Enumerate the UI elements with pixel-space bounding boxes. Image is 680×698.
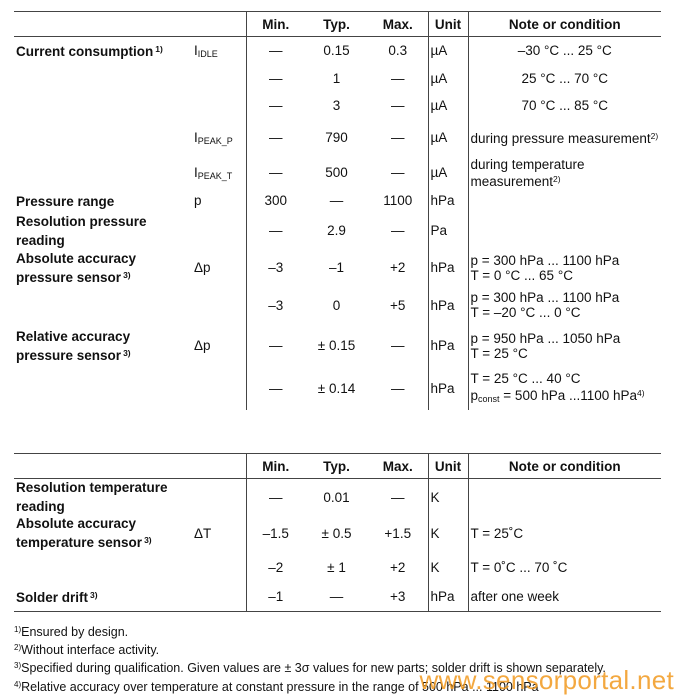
max-value: — (391, 130, 405, 145)
footnote-text: Ensured by design. (21, 625, 129, 639)
symbol-subscript: PEAK_P (197, 135, 233, 146)
min-value: — (246, 213, 305, 249)
table-row (14, 92, 661, 119)
min-value: — (246, 65, 305, 92)
min-value: 300 (246, 189, 305, 213)
max-value: 0.3 (388, 43, 408, 59)
param-cell (14, 213, 188, 249)
unit-value: µA (428, 92, 468, 119)
note-line2: T = 25 °C (470, 345, 528, 361)
note-value: T = 0˚C ... 70 ˚C (468, 551, 661, 583)
footnote-text: Relative accuracy over temperature at constant pressure in the range of 500 hPa ... 1100 hPa (21, 679, 539, 694)
symbol: Δp (194, 259, 211, 275)
symbol: I (194, 164, 198, 180)
typ-value: ± 0.14 (317, 381, 356, 396)
note-value: after one week (468, 583, 661, 611)
note-line1: T = 25 °C ... 40 °C (470, 370, 581, 386)
unit-value: µA (428, 37, 468, 65)
min-value: –1 (246, 583, 305, 611)
note-cell (468, 287, 661, 324)
max-value: +2 (390, 260, 406, 275)
symbol-cell (188, 213, 246, 249)
unit-value: Pa (428, 213, 468, 249)
footnote-ref: 4) (637, 387, 645, 398)
footnote-line (14, 622, 606, 640)
param-cell (14, 324, 188, 368)
note-cell (468, 92, 661, 119)
header-max: Max. (368, 12, 428, 37)
min-value: –1.5 (246, 515, 305, 551)
note-cell (468, 249, 661, 287)
typ-value: — (329, 193, 344, 208)
param-cell (14, 287, 188, 324)
typ-value: –1 (328, 260, 345, 275)
typ-value: ± 0.15 (317, 338, 356, 353)
table-row (14, 213, 661, 249)
typ-value: 2.9 (327, 223, 346, 238)
header-max: Max. (368, 454, 428, 479)
min-value: — (246, 479, 305, 516)
min-value: –2 (246, 551, 305, 583)
footnote-ref: 2) (650, 131, 659, 141)
note-line2: T = 0 °C ... 65 °C (470, 267, 573, 283)
min-value: –3 (246, 287, 305, 324)
param-cell (14, 92, 188, 119)
temperature-spec-table (14, 453, 661, 612)
note-line1: 70 °C ... 85 °C (521, 97, 609, 113)
note-cell (468, 189, 661, 213)
max-value: — (391, 338, 405, 353)
note-line1: –30 °C ... 25 °C (517, 43, 612, 59)
typ-value: — (305, 583, 368, 611)
note-cell (468, 65, 661, 92)
symbol-cell (188, 324, 246, 368)
symbol-cell (188, 249, 246, 287)
typ-value: 0.15 (323, 43, 350, 59)
symbol (188, 583, 246, 611)
symbol-subscript: PEAK_T (197, 170, 233, 181)
note-line2: = 500 hPa ...1100 hPa (503, 387, 638, 403)
min-value: — (246, 157, 305, 189)
table-row (14, 119, 661, 157)
symbol: I (194, 129, 198, 145)
footnote-ref: 3) (123, 347, 131, 358)
param-label: Resolution temperature reading (16, 480, 168, 514)
max-value: — (391, 381, 405, 396)
note-line2-symbol: p (470, 387, 479, 403)
typ-value: 3 (332, 97, 341, 113)
header-symbol (188, 12, 246, 37)
footnote-mark: 1) (14, 625, 22, 634)
min-value: — (246, 92, 305, 119)
max-value: — (391, 165, 405, 180)
note-line1: p = 950 hPa ... 1050 hPa (470, 330, 621, 346)
note-line1: during temperature measurement (470, 156, 585, 189)
table-header-row (14, 12, 661, 37)
note-value: T = 25˚C (468, 515, 661, 551)
footnote-mark: 4) (14, 679, 22, 689)
min-value: — (246, 324, 305, 368)
table-row (14, 368, 661, 410)
header-unit: Unit (428, 454, 468, 479)
symbol: p (194, 192, 202, 208)
note-line1: p = 300 hPa ... 1100 hPa (470, 290, 620, 305)
note-cell (468, 213, 661, 249)
symbol-cell (188, 189, 246, 213)
param-label: Resolution pressure reading (16, 213, 147, 248)
unit-value: hPa (428, 287, 468, 324)
typ-value: ± 1 (327, 559, 346, 575)
unit-value: hPa (428, 583, 468, 611)
unit-value: hPa (428, 249, 468, 287)
note-line1: p = 300 hPa ... 1100 hPa (470, 252, 620, 268)
typ-value: 790 (325, 130, 348, 145)
param-label: Pressure range (16, 194, 115, 209)
symbol-cell (188, 65, 246, 92)
footnote-ref: 1) (155, 44, 163, 55)
min-value: –3 (246, 249, 305, 287)
footnote-text: Without interface activity. (21, 643, 160, 658)
param-cell (14, 119, 188, 157)
param-cell (14, 65, 188, 92)
header-note: Note or condition (468, 12, 661, 37)
note-cell (468, 37, 661, 65)
note-line1: during pressure measurement (470, 131, 651, 146)
param-cell (14, 368, 188, 410)
header-typ: Typ. (305, 12, 368, 37)
max-value: — (391, 97, 405, 113)
note-cell (468, 324, 661, 368)
param-cell (14, 515, 188, 551)
param-label: Absolute accuracy temperature sensor (16, 516, 143, 550)
unit-value: hPa (428, 189, 468, 213)
unit-value: K (428, 551, 468, 583)
param-cell (14, 37, 188, 65)
typ-value: 0 (332, 297, 341, 313)
unit-value: hPa (428, 324, 468, 368)
param-label: Relative accuracy pressure sensor (16, 328, 131, 363)
symbol (188, 479, 246, 516)
note-value (468, 479, 661, 516)
typ-value: 0.01 (323, 489, 350, 505)
header-min: Min. (246, 454, 305, 479)
param-cell (14, 583, 188, 611)
param-cell (14, 249, 188, 287)
note-cell (468, 368, 661, 410)
symbol: Δp (194, 337, 211, 353)
max-value: — (391, 223, 405, 238)
symbol-cell (188, 287, 246, 324)
note-line2-subscript: const (478, 393, 500, 404)
table-row (14, 324, 661, 368)
note-line2: T = –20 °C ... 0 °C (470, 305, 581, 320)
header-param (14, 12, 188, 37)
table-row (14, 189, 661, 213)
symbol: ΔT (194, 525, 212, 541)
typ-value: 1 (332, 70, 341, 86)
table-row (14, 479, 661, 516)
footnote-text: Specified during qualification. Given values are ± 3σ values for new parts; solder drift is shown separately. (21, 661, 606, 676)
note-cell (468, 119, 661, 157)
unit-value: µA (428, 157, 468, 189)
footnote-mark: 2) (14, 643, 22, 653)
footnote-line (14, 640, 606, 658)
table-row (14, 515, 661, 551)
header-unit: Unit (428, 12, 468, 37)
max-value: +5 (390, 297, 406, 313)
symbol (188, 551, 246, 583)
table-row (14, 157, 661, 189)
max-value: — (391, 489, 405, 505)
footnote-ref: 3) (90, 590, 98, 601)
unit-value: hPa (428, 368, 468, 410)
symbol-cell (188, 157, 246, 189)
footnote-ref: 3) (144, 535, 152, 545)
note-cell (468, 157, 661, 189)
typ-value: 500 (325, 165, 348, 180)
unit-value: µA (428, 119, 468, 157)
pressure-spec-table (14, 11, 661, 410)
header-typ: Typ. (305, 454, 368, 479)
param-cell (14, 157, 188, 189)
footnote-ref: 3) (123, 269, 131, 280)
note-line1: 25 °C ... 70 °C (521, 70, 609, 86)
max-value: 1100 (383, 193, 413, 208)
symbol-cell (188, 92, 246, 119)
max-value: +1.5 (384, 525, 412, 541)
header-note: Note or condition (468, 454, 661, 479)
param-cell (14, 551, 188, 583)
table-row (14, 65, 661, 92)
header-param (14, 454, 188, 479)
param-label: Current consumption (16, 44, 154, 60)
table-row (14, 37, 661, 65)
param-cell (14, 189, 188, 213)
table-header-row (14, 454, 661, 479)
unit-value: K (428, 515, 468, 551)
symbol: I (194, 42, 198, 58)
watermark-logo: www.sensorportal.net (419, 665, 674, 695)
max-value: +2 (390, 559, 406, 575)
table-row (14, 583, 661, 611)
max-value: — (391, 70, 405, 86)
param-cell (14, 479, 188, 516)
param-label: Absolute accuracy pressure sensor (16, 250, 137, 285)
table-row (14, 287, 661, 324)
table-row (14, 249, 661, 287)
param-label: Solder drift (16, 590, 89, 606)
min-value: — (246, 368, 305, 410)
symbol-cell (188, 368, 246, 410)
typ-value: ± 0.5 (321, 525, 352, 541)
unit-value: K (428, 479, 468, 516)
min-value: — (246, 119, 305, 157)
footnote-mark: 3) (14, 661, 22, 671)
unit-value: µA (428, 65, 468, 92)
symbol-subscript: IDLE (197, 48, 218, 59)
header-min: Min. (246, 12, 305, 37)
table-row (14, 551, 661, 583)
min-value: — (246, 37, 305, 65)
header-symbol (188, 454, 246, 479)
max-value: +3 (368, 583, 428, 611)
footnote-ref: 2) (553, 173, 561, 184)
symbol-cell (188, 119, 246, 157)
symbol-cell (188, 37, 246, 65)
